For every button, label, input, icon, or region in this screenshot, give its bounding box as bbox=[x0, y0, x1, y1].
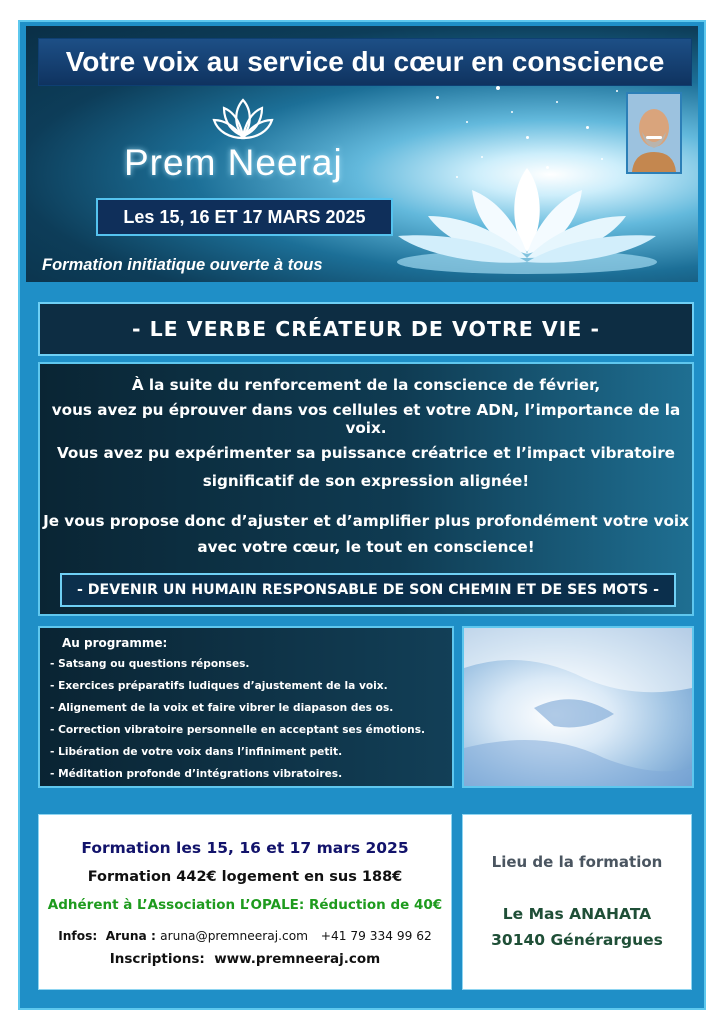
registration-label: Inscriptions: bbox=[109, 951, 205, 967]
program-item: - Méditation profonde d’intégrations vibratoires. bbox=[50, 768, 343, 780]
venue-name: Le Mas ANAHATA bbox=[502, 905, 652, 923]
program-heading: Au programme: bbox=[62, 636, 168, 650]
brand-name: Prem Neeraj bbox=[124, 142, 343, 183]
venue-card bbox=[462, 814, 692, 990]
program-item: - Libération de votre voix dans l’infiniment petit. bbox=[50, 746, 343, 758]
dates-banner bbox=[96, 198, 393, 236]
paragraph1-line2: vous avez pu éprouver dans vos cellules et votre ADN, l’importance de la voix. bbox=[51, 401, 681, 437]
contact-name: Aruna : bbox=[105, 929, 156, 943]
info-dates bbox=[39, 839, 451, 857]
venue-heading: Lieu de la formation bbox=[491, 853, 663, 871]
title-banner bbox=[38, 38, 692, 86]
program-item: - Alignement de la voix et faire vibrer le diapason des os. bbox=[50, 702, 394, 714]
info-card bbox=[38, 814, 452, 990]
contact-phone[interactable]: +41 79 334 99 62 bbox=[320, 929, 432, 943]
paragraph1-line1: À la suite du renforcement de la conscience de février, bbox=[131, 376, 601, 394]
program-box bbox=[38, 626, 454, 788]
lotus-flower-image bbox=[392, 150, 662, 276]
paragraph3-line2: avec votre cœur, le tout en conscience! bbox=[197, 538, 535, 556]
contact-label: Infos: bbox=[58, 929, 98, 943]
section-title: - LE VERBE CRÉATEUR DE VOTRE VIE - bbox=[131, 317, 601, 341]
program-item: - Satsang ou questions réponses. bbox=[50, 658, 250, 670]
program-item: - Exercices préparatifs ludiques d’ajustement de la voix. bbox=[50, 680, 388, 692]
registration-link[interactable]: www.premneeraj.com bbox=[214, 951, 381, 967]
member-discount: Adhérent à L’Association L’OPALE: Réduction de 40€ bbox=[47, 897, 443, 913]
venue-city: 30140 Générargues bbox=[491, 931, 663, 949]
contact-email[interactable]: aruna@premneeraj.com bbox=[160, 929, 309, 943]
page-title: Votre voix au service du cœur en conscience bbox=[65, 46, 665, 77]
paragraph2-line2: significatif de son expression alignée! bbox=[202, 472, 530, 490]
paragraph2-line1: Vous avez pu expérimenter sa puissance créatrice et l’impact vibratoire bbox=[56, 444, 675, 462]
paragraph3-line1: Je vous propose donc d’ajuster et d’amplifier plus profondément votre voix bbox=[43, 512, 689, 530]
registration-line bbox=[39, 951, 451, 967]
info-price: Formation 442€ logement en sus 188€ bbox=[87, 869, 403, 885]
program-item: - Correction vibratoire personnelle en acceptant ses émotions. bbox=[50, 724, 426, 736]
singing-face-image bbox=[462, 626, 694, 788]
info-dates-text: Formation les 15, 16 et 17 mars 2025 bbox=[81, 839, 409, 857]
lotus-icon bbox=[210, 96, 276, 142]
slogan-banner bbox=[60, 573, 676, 607]
tagline: Formation initiatique ouverte à tous bbox=[42, 256, 323, 274]
section-title-banner bbox=[38, 302, 694, 356]
dates-text: Les 15, 16 ET 17 MARS 2025 bbox=[123, 206, 366, 227]
slogan: - DEVENIR UN HUMAIN RESPONSABLE DE SON CHEMIN ET DE SES MOTS - bbox=[76, 582, 660, 598]
contact-line bbox=[39, 929, 451, 943]
